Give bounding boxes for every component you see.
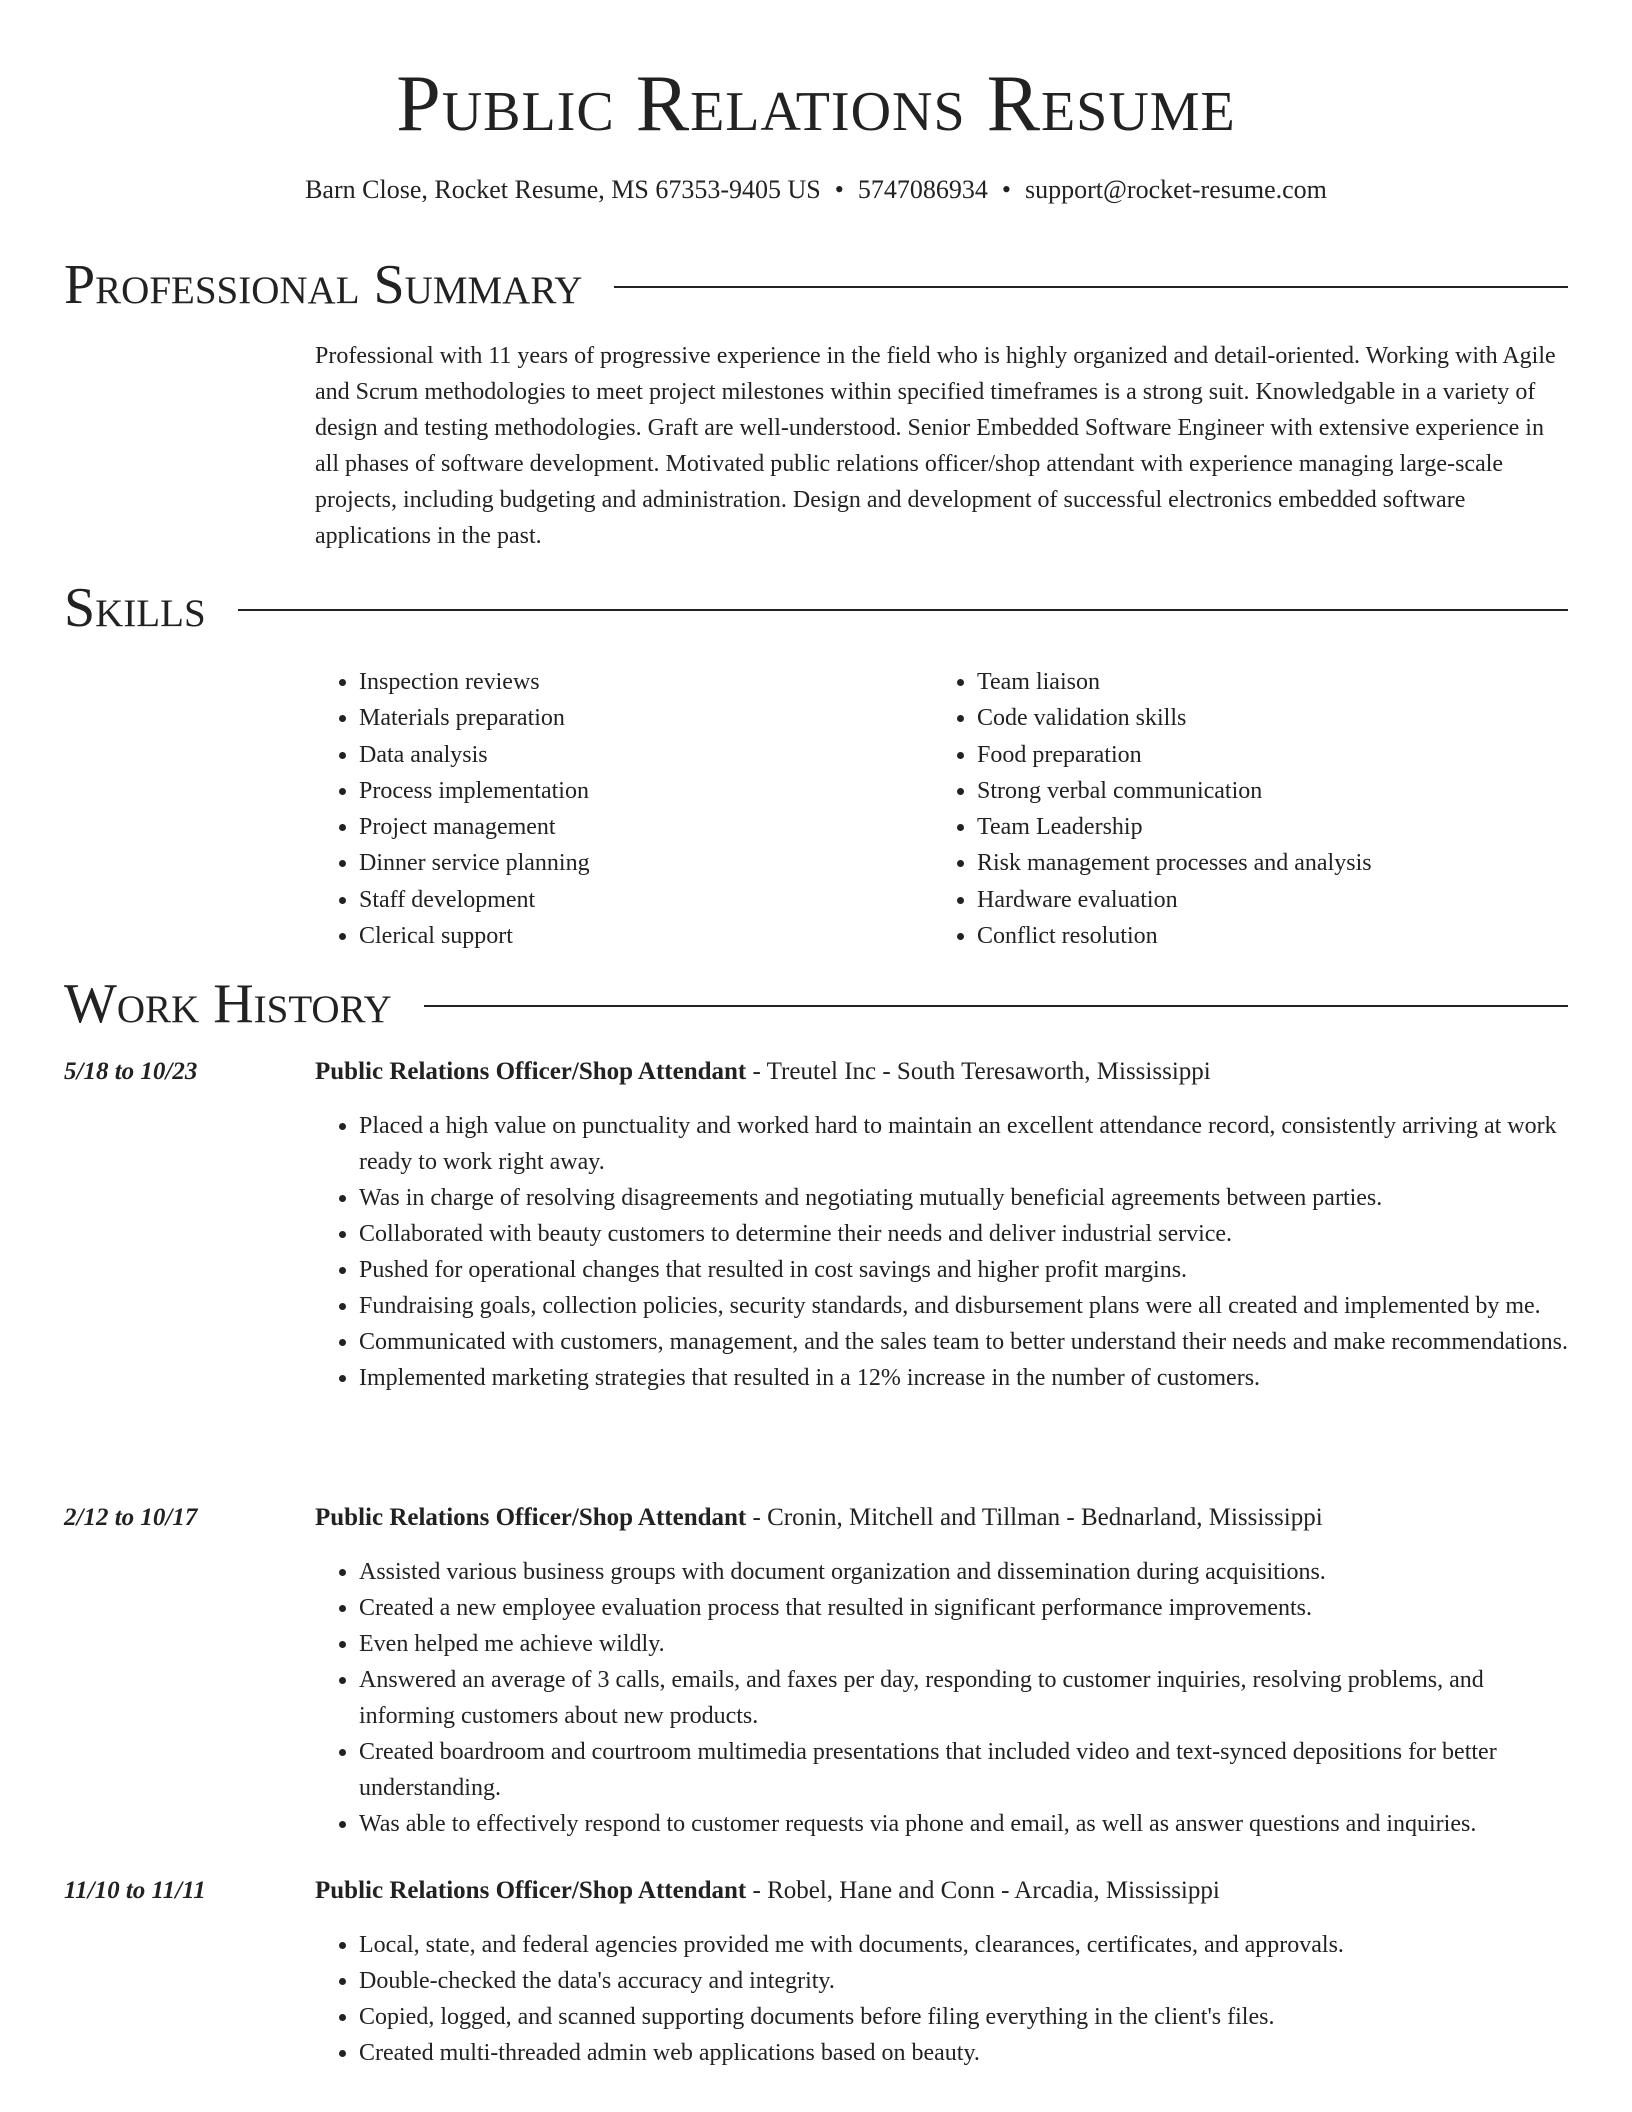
skills-list	[315, 664, 1570, 954]
job-title-line	[315, 1873, 1570, 1909]
skill-item: • Materials preparation	[359, 700, 933, 736]
skill-item: • Code validation skills	[977, 700, 1551, 736]
contact-line	[0, 172, 1632, 208]
job-title: Public Relations Officer/Shop Attendant	[315, 1877, 747, 1904]
summary-heading: Professional Summary	[64, 254, 583, 316]
job-entry	[64, 1054, 1570, 1396]
section-divider	[614, 286, 1568, 288]
phone: 5747086934	[857, 175, 988, 204]
skills-column-right	[933, 664, 1551, 954]
skill-item: • Project management	[359, 809, 933, 845]
section-divider	[424, 1005, 1568, 1007]
skill-item: • Staff development	[359, 882, 933, 918]
job-dates: 2/12 to 10/17	[64, 1504, 198, 1531]
skills-heading: Skills	[64, 577, 206, 639]
job-entry	[64, 1500, 1570, 1842]
job-bullet: • Copied, logged, and scanned supporting documents before filing everything in the client's files.	[359, 1999, 1570, 2035]
skill-item: • Hardware evaluation	[977, 882, 1551, 918]
email[interactable]: support@rocket-resume.com	[1024, 175, 1327, 204]
summary-section-header	[64, 250, 1568, 320]
skill-item: • Dinner service planning	[359, 845, 933, 881]
job-bullet: • Communicated with customers, management, and the sales team to better understand their needs and make recommendations.	[359, 1324, 1570, 1360]
job-bullet: • Pushed for operational changes that resulted in cost savings and higher profit margins.	[359, 1252, 1570, 1288]
job-company-location: - Cronin, Mitchell and Tillman - Bednarland, Mississippi	[746, 1504, 1323, 1531]
job-header	[64, 1873, 1570, 1909]
job-bullets	[315, 1554, 1570, 1842]
job-header	[64, 1500, 1570, 1536]
skill-item: • Team liaison	[977, 664, 1551, 700]
address: Barn Close, Rocket Resume, MS 67353-9405 US	[305, 175, 821, 204]
job-company-location: - Treutel Inc - South Teresaworth, Mississippi	[746, 1058, 1211, 1085]
job-title: Public Relations Officer/Shop Attendant	[315, 1504, 747, 1531]
summary-text: Professional with 11 years of progressive experience in the field who is highly organized and detail-oriented. Working with Agile and Scrum methodologies to meet project milestones within specified timeframes is a strong suit. Knowledgable in a variety of design and testing methodologies. Graft are well-understood. Senior Embedded Software Engineer with extensive experience in all phases of software development. Motivated public relations officer/shop attendant with experience managing large-scale projects, including budgeting and administration. Design and development of successful electronics embedded software applications in the past.	[315, 343, 1556, 549]
work-history-heading: Work History	[64, 973, 392, 1035]
job-bullet: • Implemented marketing strategies that resulted in a 12% increase in the number of customers.	[359, 1360, 1570, 1396]
job-title-line	[315, 1054, 1570, 1090]
skill-item: • Risk management processes and analysis	[977, 845, 1551, 881]
job-bullet: • Was able to effectively respond to customer requests via phone and email, as well as answer questions and inquiries.	[359, 1806, 1570, 1842]
job-bullet: • Was in charge of resolving disagreements and negotiating mutually beneficial agreements between parties.	[359, 1180, 1570, 1216]
job-bullets	[315, 1927, 1570, 2071]
job-bullet: • Local, state, and federal agencies provided me with documents, clearances, certificates, and approvals.	[359, 1927, 1570, 1963]
job-entry	[64, 1873, 1570, 2071]
job-bullet: • Fundraising goals, collection policies, security standards, and disbursement plans were all created and implemented by me.	[359, 1288, 1570, 1324]
bullet-separator: •	[1001, 175, 1011, 204]
skills-column-left	[315, 664, 933, 954]
skill-item: • Clerical support	[359, 918, 933, 954]
job-dates: 5/18 to 10/23	[64, 1058, 198, 1085]
skill-item: • Conflict resolution	[977, 918, 1551, 954]
job-bullet: • Even helped me achieve wildly.	[359, 1626, 1570, 1662]
skill-item: • Food preparation	[977, 737, 1551, 773]
job-company-location: - Robel, Hane and Conn - Arcadia, Mississippi	[746, 1877, 1220, 1904]
job-bullet: • Created a new employee evaluation process that resulted in significant performance improvements.	[359, 1590, 1570, 1626]
job-bullet: • Collaborated with beauty customers to determine their needs and deliver industrial service.	[359, 1216, 1570, 1252]
skill-item: • Data analysis	[359, 737, 933, 773]
resume-title: Public Relations Resume	[396, 60, 1236, 148]
skill-item: • Inspection reviews	[359, 664, 933, 700]
job-bullet: • Created boardroom and courtroom multimedia presentations that included video and text-synced depositions for better understanding.	[359, 1734, 1570, 1806]
section-divider	[238, 609, 1568, 611]
job-dates: 11/10 to 11/11	[64, 1877, 206, 1904]
job-title: Public Relations Officer/Shop Attendant	[315, 1058, 747, 1085]
job-bullet: • Assisted various business groups with document organization and dissemination during acquisitions.	[359, 1554, 1570, 1590]
job-title-line	[315, 1500, 1570, 1536]
work-history-section-header	[64, 969, 1568, 1039]
skill-item: • Team Leadership	[977, 809, 1551, 845]
job-bullets	[315, 1108, 1570, 1396]
job-bullet: • Answered an average of 3 calls, emails, and faxes per day, responding to customer inquiries, resolving problems, and informing customers about new products.	[359, 1662, 1570, 1734]
bullet-separator: •	[834, 175, 844, 204]
job-bullet: • Created multi-threaded admin web applications based on beauty.	[359, 2035, 1570, 2071]
job-header	[64, 1054, 1570, 1090]
skills-section-header	[64, 573, 1568, 643]
skill-item: • Process implementation	[359, 773, 933, 809]
job-bullet: • Double-checked the data's accuracy and integrity.	[359, 1963, 1570, 1999]
job-bullet: • Placed a high value on punctuality and worked hard to maintain an excellent attendance record, consistently arriving at work ready to work right away.	[359, 1108, 1570, 1180]
skill-item: • Strong verbal communication	[977, 773, 1551, 809]
